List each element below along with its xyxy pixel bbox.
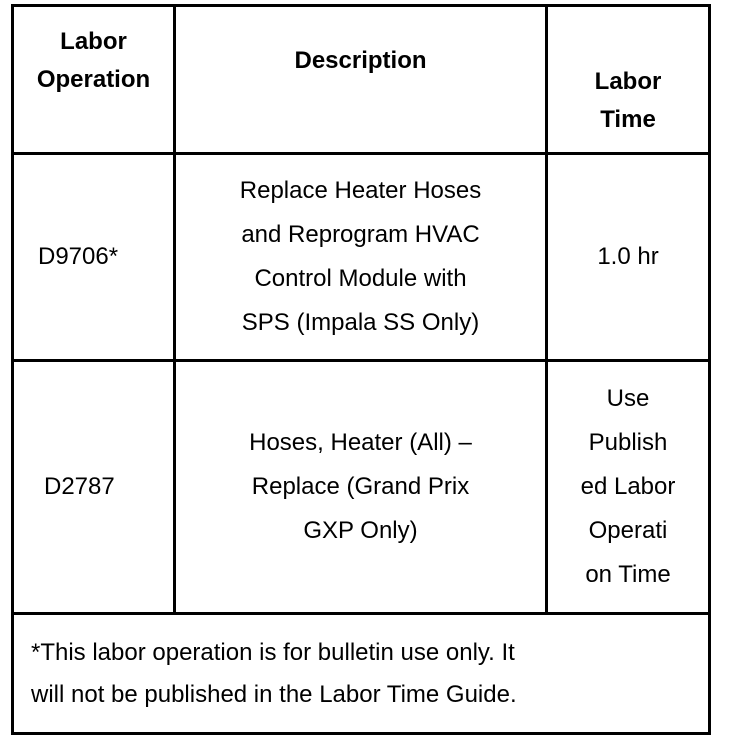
- header-description: Description: [175, 6, 547, 154]
- labor-operation-cell: D9706*: [13, 154, 175, 361]
- footnote-line-1: *This labor operation is for bulletin use only. It: [31, 638, 515, 666]
- header-labor-time: [547, 6, 710, 154]
- labor-time-line: Operati: [588, 517, 668, 544]
- footnote-line-2: will not be published in the Labor Time Guide.: [31, 680, 517, 708]
- labor-time-line: Publish: [588, 429, 668, 456]
- table-row: [13, 361, 710, 614]
- labor-operation-table-container: [11, 4, 711, 735]
- description-cell: [175, 361, 547, 614]
- description-line: and Reprogram HVAC: [241, 221, 480, 248]
- header-labor-operation-line-1: Labor: [60, 28, 127, 55]
- table-row: [13, 154, 710, 361]
- table-header-row: [13, 6, 710, 154]
- labor-time-line: 1.0 hr: [597, 243, 659, 270]
- header-labor-time-line-2: Time: [600, 106, 656, 133]
- description-line: Hoses, Heater (All) –: [249, 429, 472, 456]
- description-line: SPS (Impala SS Only): [241, 309, 480, 336]
- table-footnote-row: [13, 614, 710, 734]
- description-line: GXP Only): [303, 517, 418, 544]
- labor-time-line: Use: [606, 385, 650, 412]
- labor-time-line: on Time: [585, 561, 671, 588]
- labor-operation-cell: D2787: [13, 361, 175, 614]
- header-labor-operation-line-2: Operation: [36, 66, 151, 93]
- description-line: Control Module with: [254, 265, 467, 292]
- labor-time-cell: [547, 361, 710, 614]
- footnote: [13, 614, 710, 734]
- labor-time-cell: [547, 154, 710, 361]
- description-line: Replace (Grand Prix: [251, 473, 470, 500]
- header-labor-operation: [13, 6, 175, 154]
- description-line: Replace Heater Hoses: [239, 177, 482, 204]
- labor-operation-table: [11, 4, 711, 735]
- description-cell: [175, 154, 547, 361]
- header-labor-time-line-1: Labor: [594, 68, 662, 95]
- labor-time-line: ed Labor: [580, 473, 676, 500]
